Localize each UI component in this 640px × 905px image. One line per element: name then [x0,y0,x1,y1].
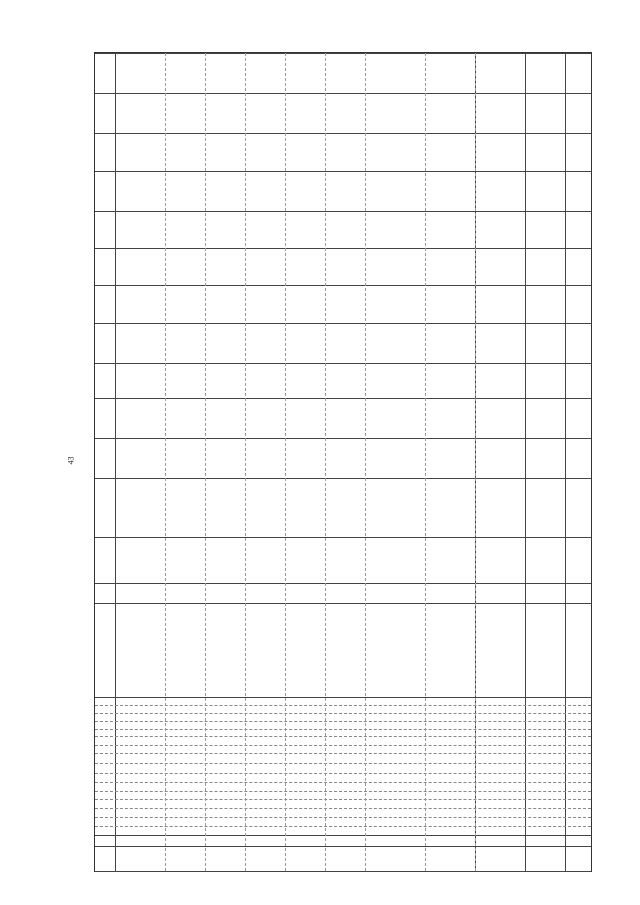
header-divider [115,53,116,871]
column-divider [95,248,591,249]
column-divider [95,363,591,364]
column-divider [95,53,591,54]
column-divider [95,773,591,774]
row-divider [365,53,366,871]
column-divider [95,791,591,792]
column-divider [95,817,591,818]
column-divider [95,171,591,172]
column-divider [95,721,591,722]
page-number: 43 [66,456,76,465]
row-divider [205,53,206,871]
column-divider [95,438,591,439]
row-divider [325,53,326,871]
column-divider [95,835,591,836]
column-divider [95,697,591,698]
column-divider [95,745,591,746]
column-divider [95,763,591,764]
column-divider [95,846,591,847]
column-divider [95,93,591,94]
column-divider [95,753,591,754]
column-divider [95,211,591,212]
column-divider [95,799,591,800]
column-divider [95,398,591,399]
column-divider [95,729,591,730]
column-divider [95,826,591,827]
column-divider [95,736,591,737]
column-divider [95,583,591,584]
rotated-data-table [94,52,592,872]
header-divider [525,53,526,871]
row-divider [165,53,166,871]
column-divider [95,871,591,872]
column-divider [95,323,591,324]
column-divider [95,705,591,706]
row-divider [245,53,246,871]
column-divider [95,603,591,604]
row-divider [425,53,426,871]
header-divider [565,53,566,871]
row-divider [475,53,476,871]
column-divider [95,808,591,809]
column-divider [95,713,591,714]
column-divider [95,133,591,134]
row-divider [285,53,286,871]
column-divider [95,782,591,783]
column-divider [95,285,591,286]
column-divider [95,478,591,479]
column-divider [95,537,591,538]
